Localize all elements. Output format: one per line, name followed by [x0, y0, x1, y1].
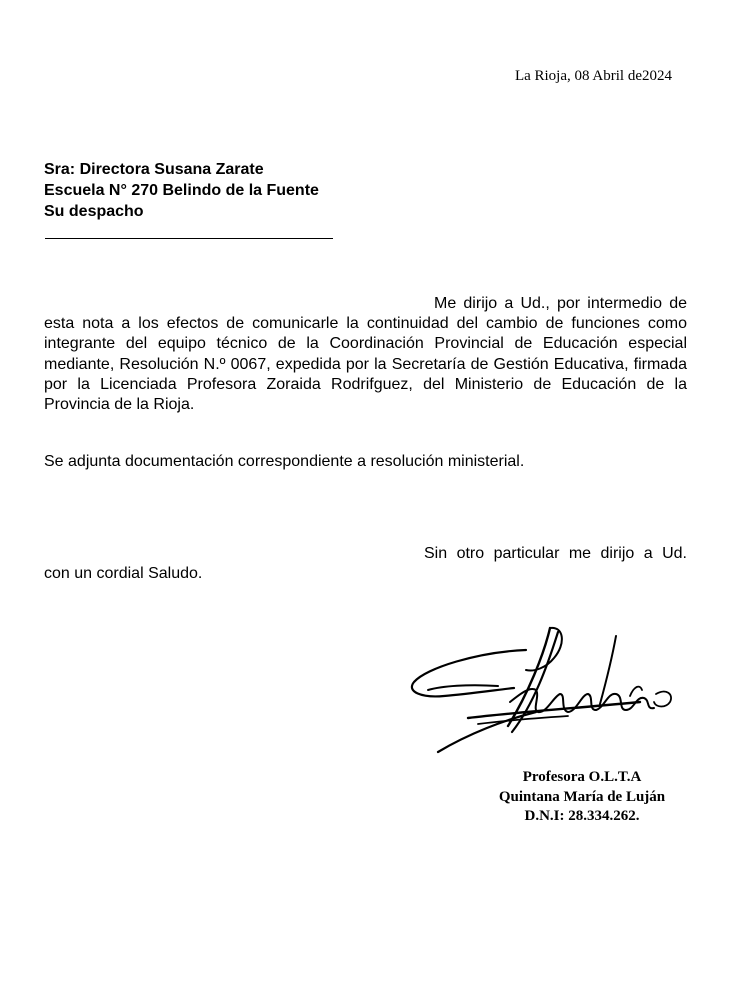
- body-paragraph-2: Se adjunta documentación correspondiente a resolución ministerial.: [44, 453, 525, 470]
- place-date: La Rioja, 08 Abril de2024: [514, 68, 672, 84]
- body-paragraph-1: Me dirijo a Ud., por intermedio de esta nota a los efectos de comunicarle la continuidad del cambio de funciones como integrante del equipo técnico de la Coordinación Provincial de Educación especial mediante, Resolución N.º 0067, expedida por la Secretaría de Gestión Educativa, firmada por la Licenciada Profesora Zoraida Rodrifguez, del Ministerio de Educación de la Provincia de la Rioja.: [44, 295, 687, 414]
- signer-title: Profesora O.L.T.A: [522, 769, 642, 785]
- signer-name: Quintana María de Luján: [498, 788, 666, 805]
- recipient-line-1: Sra: Directora Susana Zarate: [44, 161, 264, 178]
- recipient-block: [44, 159, 319, 222]
- recipient-line-3: Su despacho: [44, 203, 144, 220]
- recipient-line-2: Escuela N° 270 Belindo de la Fuente: [44, 182, 319, 199]
- handwritten-signature: [408, 624, 680, 754]
- recipient-underline: [45, 238, 333, 239]
- signer-dni: D.N.I: 28.334.262.: [524, 808, 640, 824]
- body-paragraph-3: Sin otro particular me dirijo a Ud. con un cordial Saludo.: [44, 545, 687, 583]
- signer-block: [472, 768, 692, 827]
